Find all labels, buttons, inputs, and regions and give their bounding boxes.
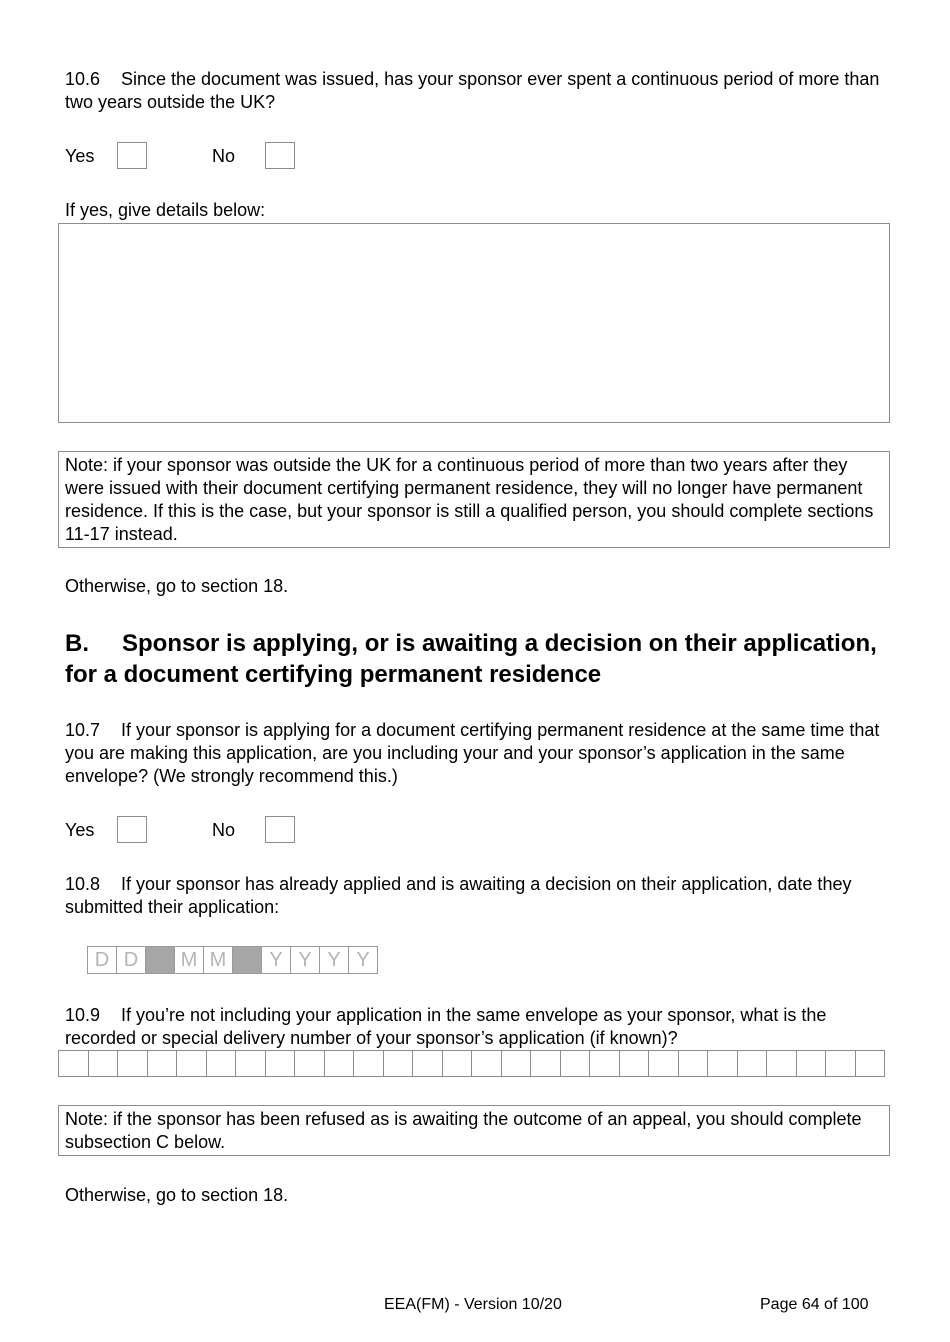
delivery-number-cell[interactable] (530, 1050, 561, 1077)
delivery-number-input[interactable] (58, 1050, 885, 1077)
submission-date-input[interactable] (87, 946, 378, 974)
note-box-refused-appeal (58, 1105, 890, 1156)
delivery-number-cell[interactable] (766, 1050, 797, 1077)
question-number: 10.7 (65, 720, 101, 740)
delivery-number-cell[interactable] (678, 1050, 709, 1077)
yes-label: Yes (65, 820, 95, 840)
section-b-heading (65, 628, 895, 690)
question-10-6 (65, 68, 885, 114)
month-digit-1[interactable]: M (174, 946, 204, 974)
no-label: No (212, 820, 236, 840)
note-text: Note: if the sponsor has been refused as is awaiting the outcome of an appeal, you should complete subsection C below. (65, 1109, 862, 1152)
question-text: If you’re not including your application in the same envelope as your sponsor, what is the recorded or special delivery number of your sponsor’s application (if known)? (65, 1005, 827, 1048)
note-box-permanent-residence (58, 451, 890, 548)
delivery-number-cell[interactable] (560, 1050, 591, 1077)
delivery-number-cell[interactable] (501, 1050, 532, 1077)
delivery-number-cell[interactable] (442, 1050, 473, 1077)
question-number: 10.9 (65, 1005, 101, 1025)
day-digit-2[interactable]: D (116, 946, 146, 974)
delivery-number-cell[interactable] (589, 1050, 620, 1077)
month-digit-2[interactable]: M (203, 946, 233, 974)
question-number: 10.8 (65, 874, 101, 894)
day-digit-1[interactable]: D (87, 946, 117, 974)
delivery-number-cell[interactable] (117, 1050, 148, 1077)
no-checkbox-10-6[interactable] (265, 142, 295, 169)
yes-checkbox-10-6[interactable] (117, 142, 147, 169)
details-label: If yes, give details below: (65, 200, 266, 220)
yes-checkbox-10-7[interactable] (117, 816, 147, 843)
year-digit-2[interactable]: Y (290, 946, 320, 974)
note-text: Note: if your sponsor was outside the UK for a continuous period of more than two years after they were issued with their document certifying permanent residence, they will no longer have permanent residence. If this is the case, but your sponsor is still a qualified person, you should complete sections 11-17 instead. (65, 455, 874, 544)
section-letter: B. (65, 630, 89, 657)
delivery-number-cell[interactable] (206, 1050, 237, 1077)
delivery-number-cell[interactable] (58, 1050, 89, 1077)
delivery-number-cell[interactable] (619, 1050, 650, 1077)
delivery-number-cell[interactable] (707, 1050, 738, 1077)
question-text: If your sponsor is applying for a document certifying permanent residence at the same time that you are making this application, are you including your and your sponsor’s application in the same envelope? (We strongly recommend this.) (65, 720, 880, 786)
date-separator (145, 946, 175, 974)
delivery-number-cell[interactable] (176, 1050, 207, 1077)
delivery-number-cell[interactable] (855, 1050, 886, 1077)
delivery-number-cell[interactable] (383, 1050, 414, 1077)
delivery-number-cell[interactable] (353, 1050, 384, 1077)
yes-label: Yes (65, 146, 95, 166)
delivery-number-cell[interactable] (737, 1050, 768, 1077)
no-checkbox-10-7[interactable] (265, 816, 295, 843)
year-digit-1[interactable]: Y (261, 946, 291, 974)
section-title: Sponsor is applying, or is awaiting a decision on their application, for a document certifying permanent residence (65, 630, 877, 688)
question-text: Since the document was issued, has your sponsor ever spent a continuous period of more than two years outside the UK? (65, 69, 880, 112)
otherwise-instruction: Otherwise, go to section 18. (65, 1185, 289, 1205)
form-version: EEA(FM) - Version 10/20 (384, 1296, 562, 1313)
question-text: If your sponsor has already applied and is awaiting a decision on their application, date they submitted their application: (65, 874, 852, 917)
delivery-number-cell[interactable] (471, 1050, 502, 1077)
delivery-number-cell[interactable] (825, 1050, 856, 1077)
delivery-number-cell[interactable] (235, 1050, 266, 1077)
question-number: 10.6 (65, 69, 101, 89)
delivery-number-cell[interactable] (147, 1050, 178, 1077)
delivery-number-cell[interactable] (324, 1050, 355, 1077)
delivery-number-cell[interactable] (648, 1050, 679, 1077)
delivery-number-cell[interactable] (265, 1050, 296, 1077)
question-10-7 (65, 719, 885, 788)
delivery-number-cell[interactable] (294, 1050, 325, 1077)
delivery-number-cell[interactable] (412, 1050, 443, 1077)
delivery-number-cell[interactable] (88, 1050, 119, 1077)
question-10-8 (65, 873, 885, 919)
year-digit-3[interactable]: Y (319, 946, 349, 974)
delivery-number-cell[interactable] (796, 1050, 827, 1077)
otherwise-instruction: Otherwise, go to section 18. (65, 576, 289, 596)
year-digit-4[interactable]: Y (348, 946, 378, 974)
details-textarea-10-6[interactable] (58, 223, 890, 423)
date-separator (232, 946, 262, 974)
no-label: No (212, 146, 236, 166)
question-10-9 (65, 1004, 885, 1050)
page-number: Page 64 of 100 (760, 1296, 869, 1313)
